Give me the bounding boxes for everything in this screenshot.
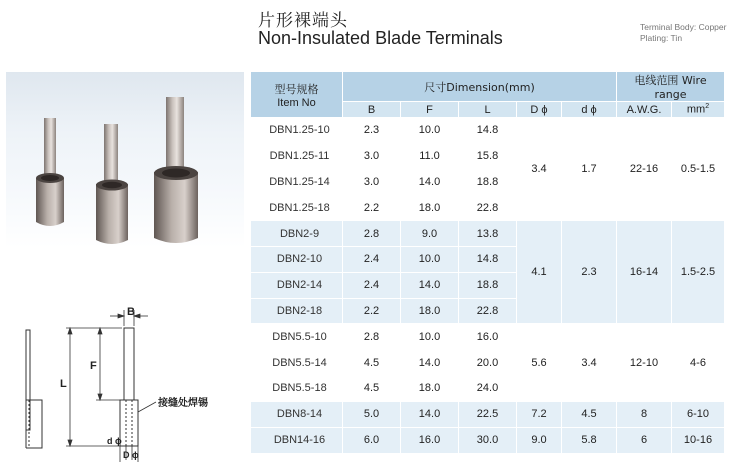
- cell-b: 4.5: [343, 375, 401, 401]
- terminals-photo-image: [6, 72, 244, 248]
- cell-item: DBN2-14: [251, 272, 343, 298]
- table-row: [251, 324, 725, 350]
- cell-awg: 12-10: [617, 324, 672, 401]
- label-d-small: d ϕ: [107, 436, 122, 446]
- cell-item: DBN1.25-11: [251, 143, 343, 169]
- cell-item: DBN1.25-14: [251, 169, 343, 195]
- weld-leader-line: [138, 402, 156, 412]
- cell-b: 6.0: [343, 427, 401, 453]
- col-mm2: [672, 102, 725, 118]
- cell-f: 14.0: [401, 272, 459, 298]
- col-awg: A.W.G.: [617, 102, 672, 118]
- cell-f: 10.0: [401, 246, 459, 272]
- cell-b: 4.5: [343, 350, 401, 376]
- header-dimension: 尺寸Dimension(mm): [343, 72, 617, 102]
- cell-item: DBN2-9: [251, 221, 343, 247]
- label-weld: 接缝处焊锡: [158, 398, 208, 409]
- cell-b: 5.0: [343, 401, 401, 427]
- col-d-big: D ϕ: [517, 102, 562, 118]
- terminal-large: [154, 97, 198, 243]
- cell-f: 16.0: [401, 427, 459, 453]
- cell-l: 30.0: [459, 427, 517, 453]
- cell-mm2: 10-16: [672, 427, 725, 453]
- header-item-en: Item No: [277, 96, 316, 109]
- diagram-drawing: [18, 300, 238, 462]
- cell-item: DBN2-10: [251, 246, 343, 272]
- cell-mm2: 6-10: [672, 401, 725, 427]
- cell-b: 2.2: [343, 298, 401, 324]
- table-row: [251, 118, 725, 144]
- cell-item: DBN1.25-18: [251, 195, 343, 221]
- cell-mm2: 1.5-2.5: [672, 221, 725, 324]
- label-l: L: [60, 378, 67, 390]
- table-row: [251, 401, 725, 427]
- cell-d-small: 5.8: [562, 427, 617, 453]
- dim-line-l: [66, 328, 122, 446]
- cell-item: DBN1.25-10: [251, 118, 343, 144]
- col-mm2-sup: 2: [705, 103, 710, 111]
- cell-l: 20.0: [459, 350, 517, 376]
- label-b: B: [127, 306, 135, 318]
- cell-awg: 16-14: [617, 221, 672, 324]
- col-d-small: d ϕ: [562, 102, 617, 118]
- cell-b: 2.8: [343, 324, 401, 350]
- cell-d-small: 3.4: [562, 324, 617, 401]
- cell-f: 18.0: [401, 195, 459, 221]
- cell-f: 10.0: [401, 324, 459, 350]
- table-row: [251, 427, 725, 453]
- cell-l: 14.8: [459, 246, 517, 272]
- cell-f: 14.0: [401, 169, 459, 195]
- cell-l: 22.5: [459, 401, 517, 427]
- cell-item: DBN8-14: [251, 401, 343, 427]
- cell-f: 11.0: [401, 143, 459, 169]
- cell-d-big: 3.4: [517, 118, 562, 221]
- cell-b: 2.3: [343, 118, 401, 144]
- cell-l: 22.8: [459, 298, 517, 324]
- cell-d-big: 4.1: [517, 221, 562, 324]
- cell-d-small: 4.5: [562, 401, 617, 427]
- cell-awg: 22-16: [617, 118, 672, 221]
- cell-b: 3.0: [343, 169, 401, 195]
- cell-b: 2.4: [343, 272, 401, 298]
- label-d-big: D ϕ: [123, 450, 139, 460]
- cell-l: 18.8: [459, 169, 517, 195]
- cell-l: 15.8: [459, 143, 517, 169]
- cell-item: DBN5.5-14: [251, 350, 343, 376]
- cell-l: 13.8: [459, 221, 517, 247]
- table-header-row: [251, 72, 725, 102]
- cell-awg: 8: [617, 401, 672, 427]
- terminal-small: [36, 118, 64, 226]
- cell-l: 24.0: [459, 375, 517, 401]
- dimension-diagram: [18, 300, 238, 462]
- cell-d-big: 5.6: [517, 324, 562, 401]
- title-english: Non-Insulated Blade Terminals: [258, 28, 503, 48]
- spec-body: Terminal Body: Copper: [640, 22, 727, 32]
- label-f: F: [90, 360, 97, 372]
- cell-item: DBN5.5-10: [251, 324, 343, 350]
- cell-d-big: 7.2: [517, 401, 562, 427]
- cell-awg: 6: [617, 427, 672, 453]
- terminal-medium: [96, 124, 128, 244]
- cell-d-small: 1.7: [562, 118, 617, 221]
- cell-l: 18.8: [459, 272, 517, 298]
- header-item-cn: 型号规格: [274, 82, 319, 96]
- col-f: F: [401, 102, 459, 118]
- cell-f: 10.0: [401, 118, 459, 144]
- cell-f: 18.0: [401, 375, 459, 401]
- title-chinese: 片形裸端头: [258, 11, 348, 31]
- header-wire-range: 电线范围 Wire range: [617, 72, 725, 102]
- col-l: L: [459, 102, 517, 118]
- cell-l: 16.0: [459, 324, 517, 350]
- cell-b: 3.0: [343, 143, 401, 169]
- cell-b: 2.2: [343, 195, 401, 221]
- cell-mm2: 0.5-1.5: [672, 118, 725, 221]
- cell-f: 18.0: [401, 298, 459, 324]
- header-item-no: [251, 72, 343, 118]
- table-row: [251, 221, 725, 247]
- cell-item: DBN14-16: [251, 427, 343, 453]
- cell-f: 14.0: [401, 401, 459, 427]
- product-photo: [6, 72, 244, 248]
- front-view-outline: [120, 328, 138, 446]
- dimension-table: [250, 72, 725, 453]
- cell-mm2: 4-6: [672, 324, 725, 401]
- cell-b: 2.8: [343, 221, 401, 247]
- col-mm2-text: mm: [686, 103, 706, 116]
- cell-l: 14.8: [459, 118, 517, 144]
- cell-item: DBN2-18: [251, 298, 343, 324]
- cell-b: 2.4: [343, 246, 401, 272]
- spec-plating: Plating: Tin: [640, 33, 683, 43]
- dim-line-f: [96, 328, 120, 400]
- side-view-outline: [26, 330, 42, 448]
- cell-f: 14.0: [401, 350, 459, 376]
- cell-d-big: 9.0: [517, 427, 562, 453]
- col-b: B: [343, 102, 401, 118]
- cell-d-small: 2.3: [562, 221, 617, 324]
- cell-f: 9.0: [401, 221, 459, 247]
- material-spec: [640, 22, 726, 44]
- cell-l: 22.8: [459, 195, 517, 221]
- cell-item: DBN5.5-18: [251, 375, 343, 401]
